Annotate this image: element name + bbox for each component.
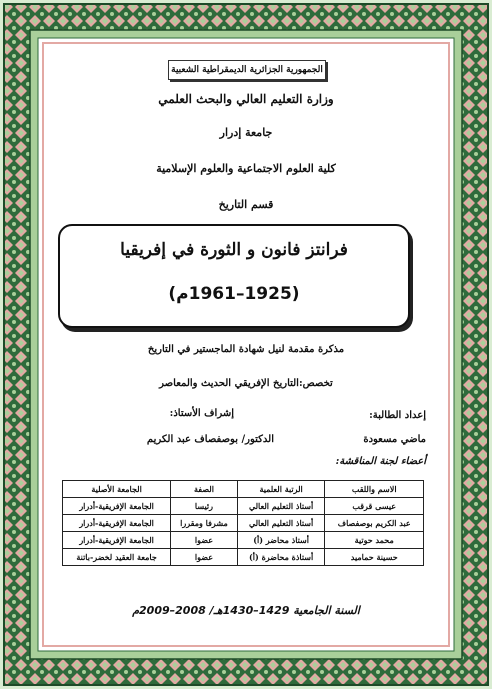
student-name: ماضي مسعودة [363, 434, 426, 445]
supervisor-name: الدكتور/ بوصفصاف عبد الكريم [146, 434, 274, 445]
thesis-title-box [58, 224, 410, 328]
academic-year-prefix: السنة الجامعية [293, 604, 360, 617]
table-row [63, 549, 424, 566]
jury-member-role: عضوا [171, 549, 238, 566]
jury-header-cell: الجامعة الأصلية [63, 481, 171, 498]
faculty-name: كلية العلوم الاجتماعية والعلوم الإسلامية [156, 162, 336, 175]
jury-member-university: الجامعة الإفريقية-أدرار [63, 498, 171, 515]
jury-header-cell: الرتبة العلمية [237, 481, 325, 498]
jury-member-role: عضوا [171, 532, 238, 549]
thesis-years: (1925–1961م) [168, 284, 300, 304]
jury-header-cell: الاسم واللقب [325, 481, 424, 498]
academic-year [48, 604, 444, 617]
jury-member-role: رئيسا [171, 498, 238, 515]
jury-member-name: عيسى قرقب [325, 498, 424, 515]
thesis-note: مذكرة مقدمة لنيل شهادة الماجستير في التاريخ [147, 344, 345, 355]
jury-member-university: الجامعة الإفريقية-أدرار [63, 515, 171, 532]
university-name: جامعة إدرار [219, 126, 273, 139]
academic-year-hijri: 1429–1430هـ/ [209, 604, 290, 617]
jury-table [62, 480, 424, 566]
jury-header-cell: الصفة [171, 481, 238, 498]
jury-member-rank: أستاذ التعليم العالي [237, 498, 325, 515]
jury-label: أعضاء لجنة المناقشة: [335, 456, 426, 467]
jury-member-name: حسينة حماميد [325, 549, 424, 566]
table-row [63, 515, 424, 532]
jury-member-rank: أستاذة محاضرة (أ) [237, 549, 325, 566]
thesis-title: فرانتز فانون و الثورة في إفريقيا [120, 240, 348, 260]
jury-member-university: الجامعة الإفريقية-أدرار [63, 532, 171, 549]
department-name: قسم التاريخ [218, 198, 274, 211]
jury-member-name: محمد حوتية [325, 532, 424, 549]
student-label: إعداد الطالبة: [369, 410, 426, 421]
ministry-name: وزارة التعليم العالي والبحث العلمي [158, 92, 334, 106]
table-row [63, 532, 424, 549]
table-row [63, 498, 424, 515]
academic-year-gregorian: 2008–2009م [132, 604, 206, 617]
jury-member-rank: أستاذ التعليم العالي [237, 515, 325, 532]
specialization: تخصص:التاريخ الإفريقي الحديث والمعاصر [159, 378, 333, 389]
title-page [48, 48, 444, 641]
jury-member-name: عبد الكريم بوصفصاف [325, 515, 424, 532]
republic-header-box: الجمهورية الجزائرية الديمقراطية الشعبية [168, 60, 326, 80]
jury-table-header [63, 481, 424, 498]
jury-member-rank: أستاذ محاضر (أ) [237, 532, 325, 549]
supervisor-label: إشراف الأستاذ: [169, 408, 234, 419]
jury-member-university: جامعة العقيد لخضر-باتنة [63, 549, 171, 566]
jury-member-role: مشرفا ومقررا [171, 515, 238, 532]
